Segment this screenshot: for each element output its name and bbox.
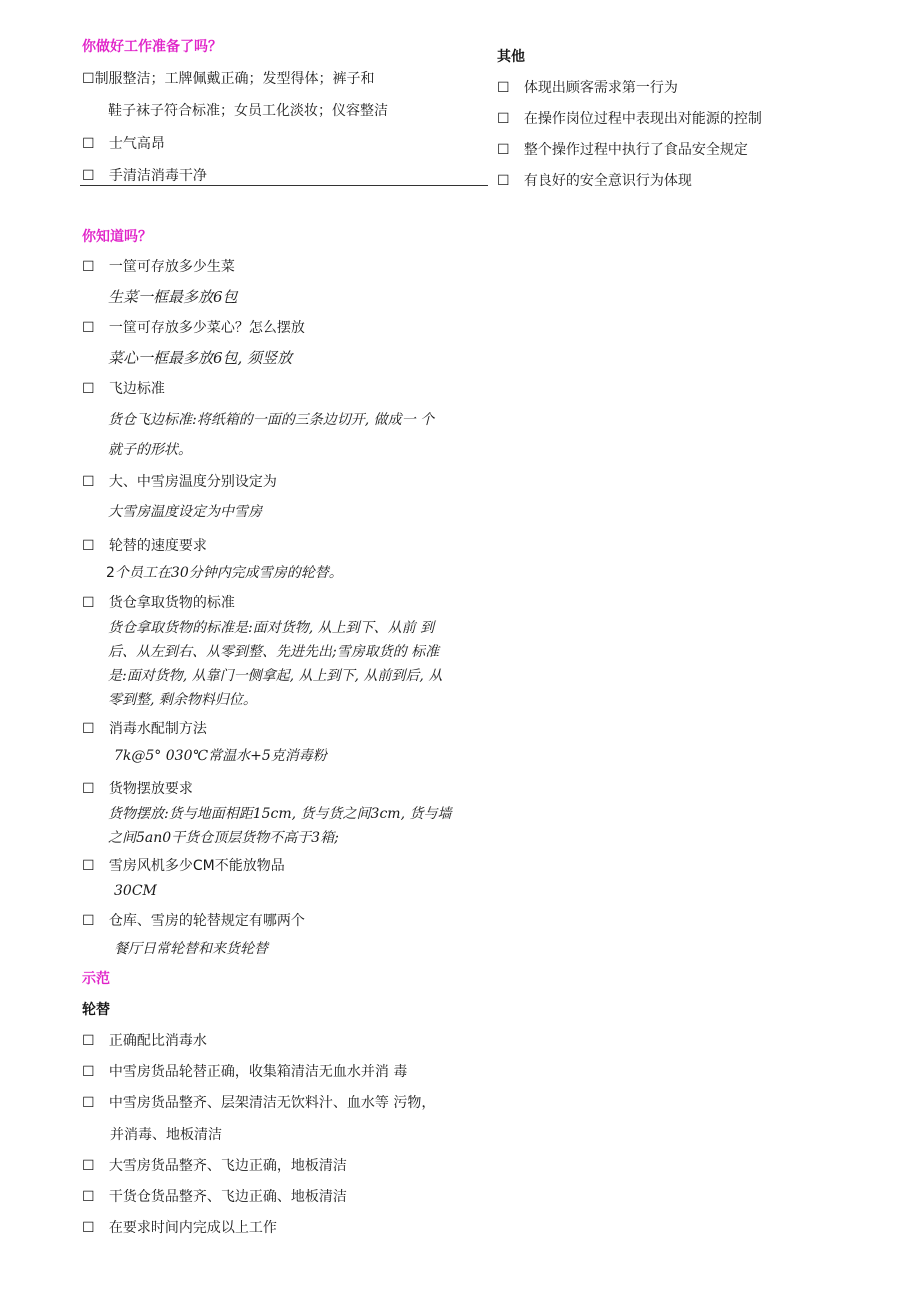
know-a6-line3: 是:面对货物, 从靠门一侧拿起, 从上到下, 从前到后, 从 [108,668,443,684]
checkbox-icon[interactable]: ☐ [82,259,95,275]
other-item-safety-label: 有良好的安全意识行为体现 [523,173,692,189]
know-q10-label: 仓库、雪房的轮替规定有哪两个 [108,913,305,929]
checkbox-icon[interactable]: ☐ [497,80,510,96]
prep-item-uniform [82,68,375,88]
know-q9-pre: 雪房风机多少 [108,858,193,874]
other-item-customer-label: 体现出顾客需求第一行为 [523,80,678,96]
know-q3-label: 飞边标准 [108,381,165,397]
prep-item-hands [82,165,207,185]
know-q7-label: 消毒水配制方法 [108,721,207,737]
know-a2: 菜心一框最多放6包, 须竖放 [108,349,293,367]
other-item-energy-label: 在操作岗位过程中表现出对能源的控制 [523,111,762,127]
know-q2 [82,317,305,337]
know-a8-line2: 之间5an0干货仓顶层货物不高于3箱; [108,830,339,846]
other-heading: 其他 [497,49,525,65]
know-a8-line1: 货物摆放:货与地面相距15cm, 货与货之间3cm, 货与墙 [108,806,452,822]
prep-item-morale-label: 士气高昂 [108,136,165,152]
checkbox-icon[interactable]: ☐ [82,71,95,87]
know-a1: 生菜一框最多放6包 [108,288,238,306]
know-q9-post: 不能放物品 [214,858,285,874]
other-item-customer [497,77,678,97]
demo-item-2-label: 中雪房货品轮替正确，收集箱清洁无血水并消 毒 [108,1064,408,1080]
checkbox-icon[interactable]: ☐ [82,1033,95,1049]
demo-item-5-label: 干货仓货品整齐、飞边正确、地板清洁 [108,1189,347,1205]
know-a6-line4: 零到整, 剩余物料归位。 [108,692,257,708]
know-q10 [82,910,305,930]
demo-item-1-label: 正确配比消毒水 [108,1033,207,1049]
demo-item-2 [82,1061,407,1081]
demo-item-3-line2: 并消毒、地板清洁 [110,1127,222,1143]
prep-item-uniform-line1: 制服整洁；工牌佩戴正确；发型得体；裤子和 [94,71,375,87]
demo-item-3 [82,1092,435,1112]
demo-item-1 [82,1030,207,1050]
know-q9 [82,855,285,875]
checkbox-icon[interactable]: ☐ [82,595,95,611]
other-item-safety [497,170,692,190]
know-q4 [82,471,277,491]
know-a5 [106,562,343,582]
checkbox-icon[interactable]: ☐ [82,1158,95,1174]
know-q4-label: 大、中雪房温度分别设定为 [108,474,277,490]
checkbox-icon[interactable]: ☐ [82,136,95,152]
know-q3 [82,378,165,398]
demo-item-6 [82,1217,277,1237]
know-a6-line2: 后、从左到右、从零到整、先进先出;雪房取货的 标准 [108,644,440,660]
know-a10: 餐厅日常轮替和来货轮替 [114,941,268,957]
demo-heading: 示范 [82,971,110,987]
know-a4: 大雪房温度设定为中雪房 [108,504,262,520]
know-a5-num: 2 [106,565,115,581]
know-q9-cm: CM [192,858,215,874]
checkbox-icon[interactable]: ☐ [82,1220,95,1236]
know-q1 [82,256,235,276]
know-a6-line1: 货仓拿取货物的标准是:面对货物, 从上到下、从前 到 [108,620,435,636]
checkbox-icon[interactable]: ☐ [82,1189,95,1205]
know-a3-line2: 就子的形状。 [108,442,192,458]
checkbox-icon[interactable]: ☐ [82,538,95,554]
checkbox-icon[interactable]: ☐ [497,173,510,189]
know-q5-label: 轮替的速度要求 [108,538,207,554]
know-q7 [82,718,207,738]
know-q2-label: 一筐可存放多少菜心？怎么摆放 [108,320,305,336]
prep-item-uniform-line2: 鞋子袜子符合标准；女员工化淡妆；仪容整洁 [108,103,388,119]
checkbox-icon[interactable]: ☐ [497,111,510,127]
other-item-food-safety-label: 整个操作过程中执行了食品安全规定 [523,142,748,158]
know-heading: 你知道吗？ [82,229,152,245]
demo-item-3-label: 中雪房货品整齐、层架清洁无饮料汁、血水等 污物， [108,1095,436,1111]
demo-item-4-label: 大雪房货品整齐、飞边正确，地板清洁 [108,1158,347,1174]
other-item-food-safety [497,139,748,159]
checkbox-icon[interactable]: ☐ [82,858,95,874]
know-a7: 7k@5° 030℃常温水+5克消毒粉 [114,748,327,764]
prep-item-morale [82,133,165,153]
other-item-energy [497,108,762,128]
know-q6-label: 货仓拿取货物的标准 [108,595,235,611]
checkbox-icon[interactable]: ☐ [82,721,95,737]
demo-subheading: 轮替 [82,1002,110,1018]
know-q5 [82,535,207,555]
know-a5-text: 个员工在30分钟内完成雪房的轮替。 [114,565,343,581]
checkbox-icon[interactable]: ☐ [82,168,95,184]
demo-item-5 [82,1186,347,1206]
know-q8 [82,778,193,798]
section-divider [80,185,488,186]
know-a3-line1: 货仓飞边标准:将纸箱的一面的三条边切开, 做成一 个 [108,412,435,428]
checkbox-icon[interactable]: ☐ [497,142,510,158]
demo-item-4 [82,1155,347,1175]
demo-item-6-label: 在要求时间内完成以上工作 [108,1220,277,1236]
checkbox-icon[interactable]: ☐ [82,474,95,490]
checkbox-icon[interactable]: ☐ [82,381,95,397]
checkbox-icon[interactable]: ☐ [82,1095,95,1111]
checkbox-icon[interactable]: ☐ [82,320,95,336]
prep-item-hands-label: 手清洁消毒干净 [108,168,207,184]
checkbox-icon[interactable]: ☐ [82,781,95,797]
know-q1-label: 一筐可存放多少生菜 [108,259,235,275]
checkbox-icon[interactable]: ☐ [82,913,95,929]
know-a9: 30CM [114,883,157,899]
know-q6 [82,592,235,612]
checkbox-icon[interactable]: ☐ [82,1064,95,1080]
prep-heading: 你做好工作准备了吗？ [82,39,222,55]
know-q8-label: 货物摆放要求 [108,781,193,797]
